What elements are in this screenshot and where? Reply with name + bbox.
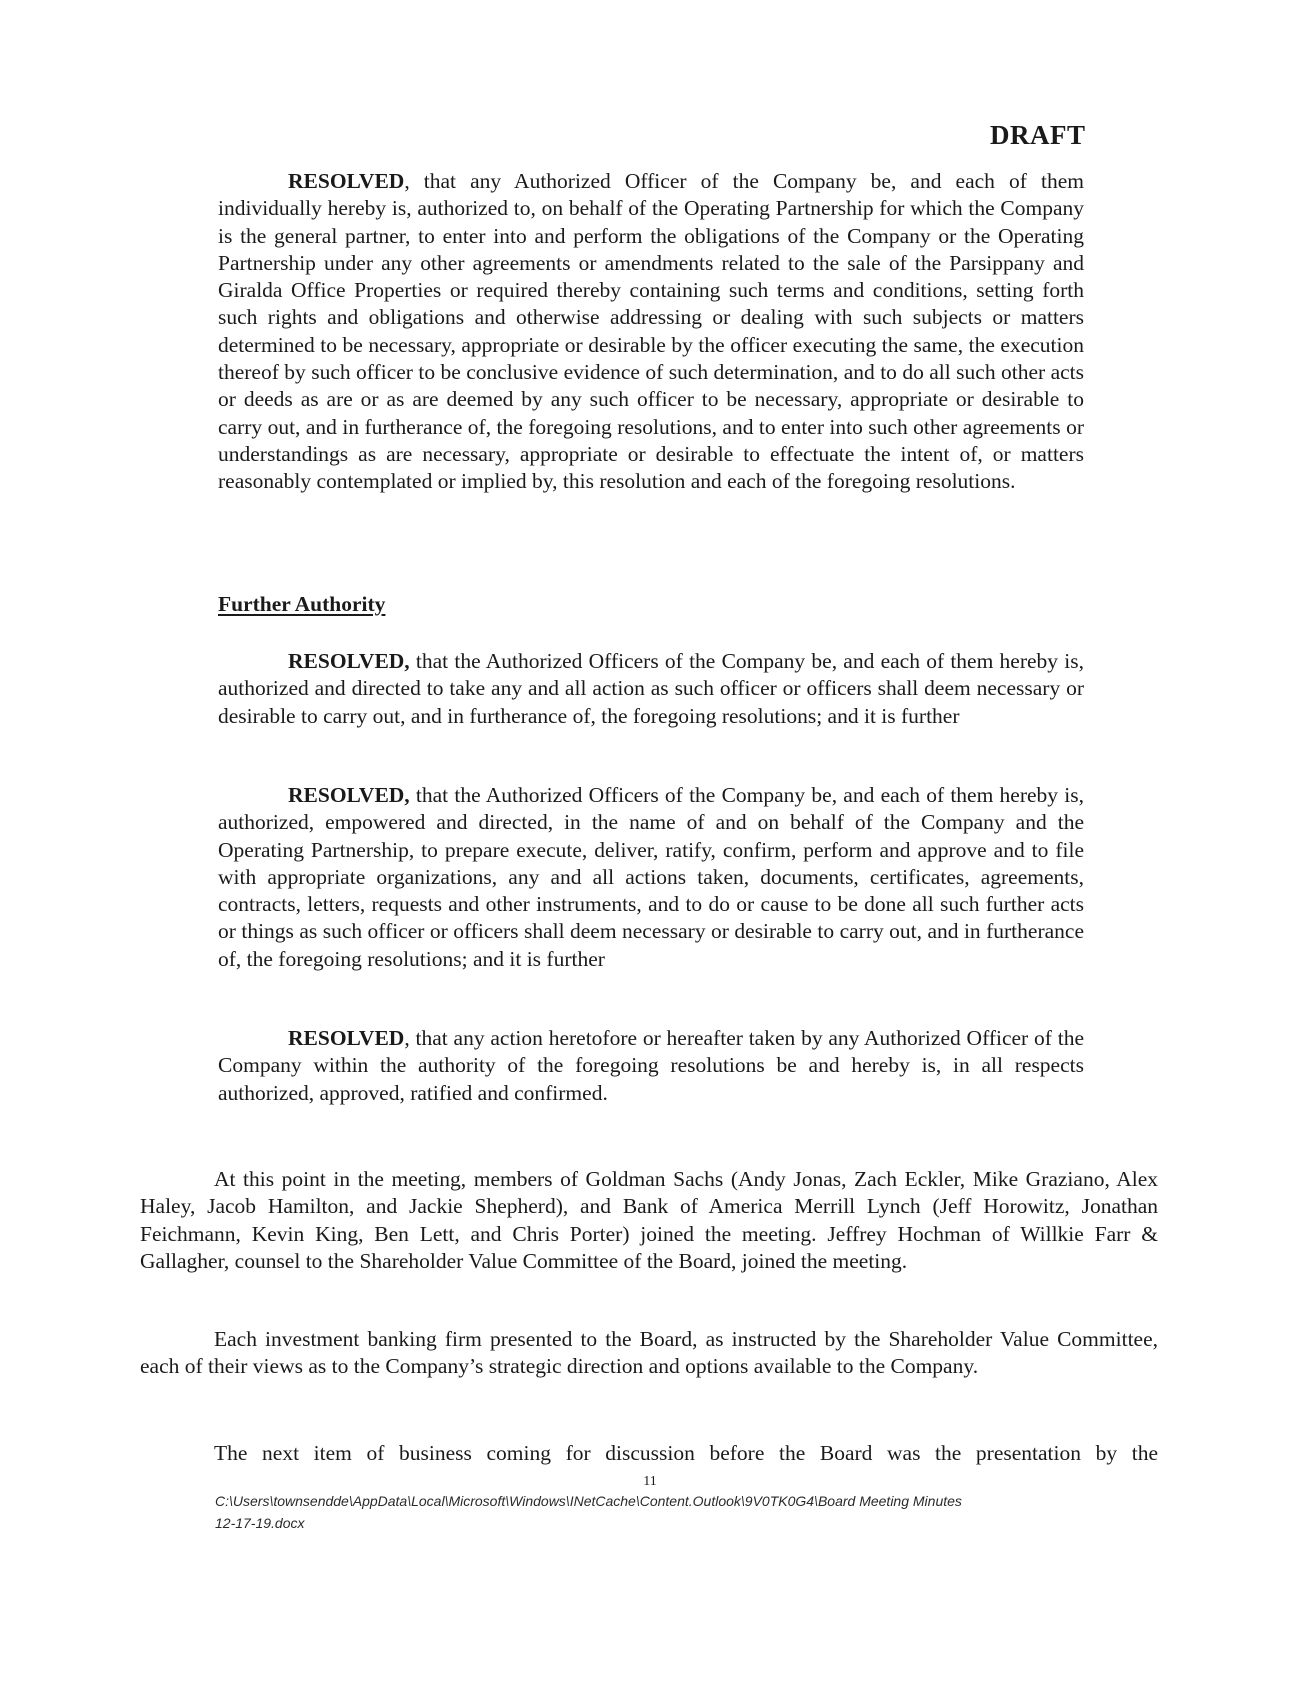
resolution-further-authority-1: [218, 648, 1084, 730]
minutes-paragraph: At this point in the meeting, members of Goldman Sachs (Andy Jonas, Zach Eckler, Mike Graziano, Alex Haley, Jacob Hamilton, and Jackie Shepherd), and Bank of America Merrill Lynch (Jeff Horowitz, Jonathan Feichmann, Kevin King, Ben Lett, and Chris Porter) joined the meeting. Jeffrey Hochman of Willkie Farr & Gallagher, counsel to the Shareholder Value Committee of the Board, joined the meeting.: [140, 1167, 1158, 1273]
minutes-paragraph: The next item of business coming for discussion before the Board was the presentation by the: [214, 1441, 1158, 1465]
resolved-lead: RESOLVED,: [288, 783, 410, 807]
minutes-paragraph: Each investment banking firm presented to the Board, as instructed by the Shareholder Value Committee, each of their views as to the Company’s strategic direction and options available to the Company.: [140, 1327, 1158, 1379]
page-number: 11: [643, 1474, 657, 1489]
resolution-text: that the Authorized Officers of the Company be, and each of them hereby is, authorized and directed to take any and all action as such officer or officers shall deem necessary or desirable to carry out, and in furtherance of, the foregoing resolutions; and it is further: [218, 649, 1084, 728]
resolution-paragraph: [218, 648, 1084, 730]
minutes-presentations-paragraph: [140, 1326, 1158, 1381]
resolved-lead: RESOLVED,: [288, 649, 410, 673]
resolution-paragraph: [218, 782, 1084, 973]
file-path-footer: [215, 1490, 1115, 1534]
resolution-paragraph: [218, 1025, 1084, 1107]
minutes-attendees-paragraph: [140, 1166, 1158, 1275]
resolution-sale-properties: [218, 168, 1084, 496]
resolution-text: , that any Authorized Officer of the Company be, and each of them individually hereby is, authorized to, on behalf of the Operating Partnership for which the Company is the general partner, to enter into and perform the obligations of the Company or the Operating Partnership under any other agreements or amendments related to the sale of the Parsippany and Giralda Office Properties or required thereby containing such terms and conditions, setting forth such rights and obligations and otherwise addressing or dealing with such subjects or matters determined to be necessary, appropriate or desirable by the officer executing the same, the execution thereof by such officer to be conclusive evidence of such determination, and to do all such other acts or deeds as are or as are deemed by any such officer to be necessary, appropriate or desirable to carry out, and in furtherance of, the foregoing resolutions, and to enter into such other agreements or understandings as are necessary, appropriate or desirable to effectuate the intent of, or matters reasonably contemplated or implied by, this resolution and each of the foregoing resolutions.: [218, 169, 1084, 494]
resolved-lead: RESOLVED: [288, 169, 405, 193]
resolved-lead: RESOLVED: [288, 1026, 405, 1050]
resolution-further-authority-2: [218, 782, 1084, 973]
file-path-line-1: C:\Users\townsendde\AppData\Local\Microsoft\Windows\INetCache\Content.Outlook\9V0TK0G4\Board Meeting Minutes: [215, 1493, 962, 1509]
resolution-text: that the Authorized Officers of the Company be, and each of them hereby is, authorized, empowered and directed, in the name of and on behalf of the Company and the Operating Partnership, to prepare execute, deliver, ratify, confirm, perform and approve and to file with appropriate organizations, any and all actions taken, documents, certificates, agreements, contracts, letters, requests and other instruments, and to do or cause to be done all such further acts or things as such officer or officers shall deem necessary or desirable to carry out, and in furtherance of, the foregoing resolutions; and it is further: [218, 783, 1084, 971]
file-path-line-2: 12-17-19.docx: [215, 1515, 305, 1531]
minutes-next-item-paragraph: [140, 1440, 1158, 1467]
resolution-further-authority-3: [218, 1025, 1084, 1107]
section-heading-further-authority: Further Authority: [218, 592, 386, 616]
resolution-text: , that any action heretofore or hereafter taken by any Authorized Officer of the Company within the authority of the foregoing resolutions be and hereby is, in all respects authorized, approved, ratified and confirmed.: [218, 1026, 1084, 1105]
resolution-paragraph: [218, 168, 1084, 496]
draft-watermark: DRAFT: [990, 120, 1086, 150]
